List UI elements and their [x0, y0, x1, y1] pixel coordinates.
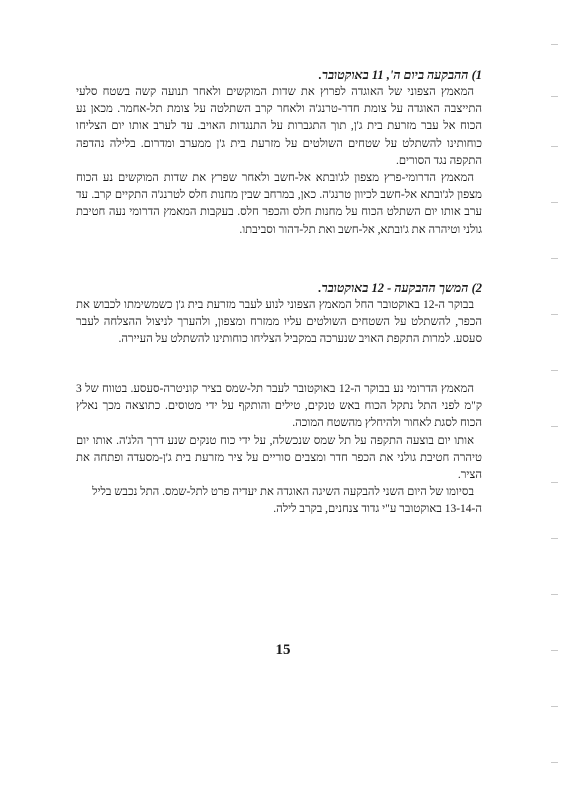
scan-mark: [551, 314, 558, 315]
paragraph-6: בסיומו של היום השני להבקעה השיגה האוגדה את יעדיה פרט לתל-שמס. התל נכבש בליל ה-13-14 באוקטובר ע"י גדוד צנחנים, בקרב לילה.: [92, 486, 482, 516]
scan-mark: [551, 650, 558, 651]
section-heading-1: 1) ההבקעה ביום ה', 11 באוקטובר.: [318, 68, 482, 82]
scan-mark: [551, 370, 558, 371]
scan-mark: [551, 258, 558, 259]
paragraph-2: המאמץ הדרומי-פרץ מצפון לג'ובתא אל-חשב ולאחר שפרץ את שדות המוקשים נע הכוח מצפון לג'ובתא אל-חשב לכיוון טרנג'ה. כאן, במרחב שבין מחנות חלס לטרנג'ה התקיים קרב. עד ערב אותו יום השתלט הכוח על מחנות חלס והכפר חלס. בעקבות המאמץ הדרומי נעה חטיבת גולני וטיהרה את ג'ובתא, אל-חשב ואת תל-דהור וסביבתו.: [76, 172, 482, 236]
page-number: 15: [275, 642, 291, 658]
section-2: [76, 279, 482, 349]
scan-mark: [551, 426, 558, 427]
scan-mark: [551, 706, 558, 707]
section-1: [76, 66, 482, 239]
paragraph-4: המאמץ הדרומי נע בבוקר ה-12 באוקטובר לעבר תל-שמס בציר קוניטרה-סעסע. בטווח של 3 ק"מ לפני התל נתקל הכוח באש טנקים, טילים והותקף על ידי מטוסים. כתוצאה מכך נאלץ הכוח לסגת לאחור ולהיחלץ מהשטח המוכה.: [76, 383, 482, 430]
scan-mark: [551, 482, 558, 483]
paragraph-5: אותו יום בוצעה התקפה על תל שמס שנכשלה, על ידי כוח טנקים שנע דרך הלג'ה. אותו יום טיהרה חטיבת גולני את הכפר חדר ומצבים סוריים על ציר מזרעת בית ג'ן-מסעדה ופתחה את הציר.: [76, 434, 482, 482]
scan-mark: [551, 594, 558, 595]
scan-mark: [551, 538, 558, 539]
section-heading-2: 2) המשך ההבקעה - 12 באוקטובר.: [318, 281, 482, 295]
paragraph-1: המאמץ הצפוני של האוגדה לפרוץ את שדות המוקשים ולאחר תנועה קשה בשטח סלעי התייצבה האוגדה על צומת חדר-טרנג'ה ולאחר קרב השתלטה על צומת תל-אחמר. מכאן נע הכוח אל עבר מזרעת בית ג'ן, תוך התגברות על התנגדות האויב. עד לערב אותו יום הצליחו כוחותינו להשתלט על שטחים השולטים על מזרעת בית ג'ן ממערב ומדרום. בלילה נהדפה התקפה נגד הסורים.: [76, 86, 482, 167]
scan-mark: [551, 96, 558, 97]
scan-mark: [551, 762, 558, 763]
scan-mark: [551, 44, 558, 45]
scan-mark: [551, 146, 558, 147]
scan-edge-marks: [548, 0, 558, 800]
paragraph-3: בבוקר ה-12 באוקטובר החל המאמץ הצפוני לנוע לעבר מזרעת בית ג'ן כשמשימתו לכבוש את הכפר, להשתלט על השטחים השולטים עליו ממזרח ומצפון, ולהערך לניצול ההצלחה לעבר סעסע. למרות התקפת האויב שנערכה במקביל הצליחו כוחותינו להשתלט על העיירה.: [76, 299, 482, 346]
scan-mark: [551, 202, 558, 203]
section-2-continued: [76, 381, 482, 519]
